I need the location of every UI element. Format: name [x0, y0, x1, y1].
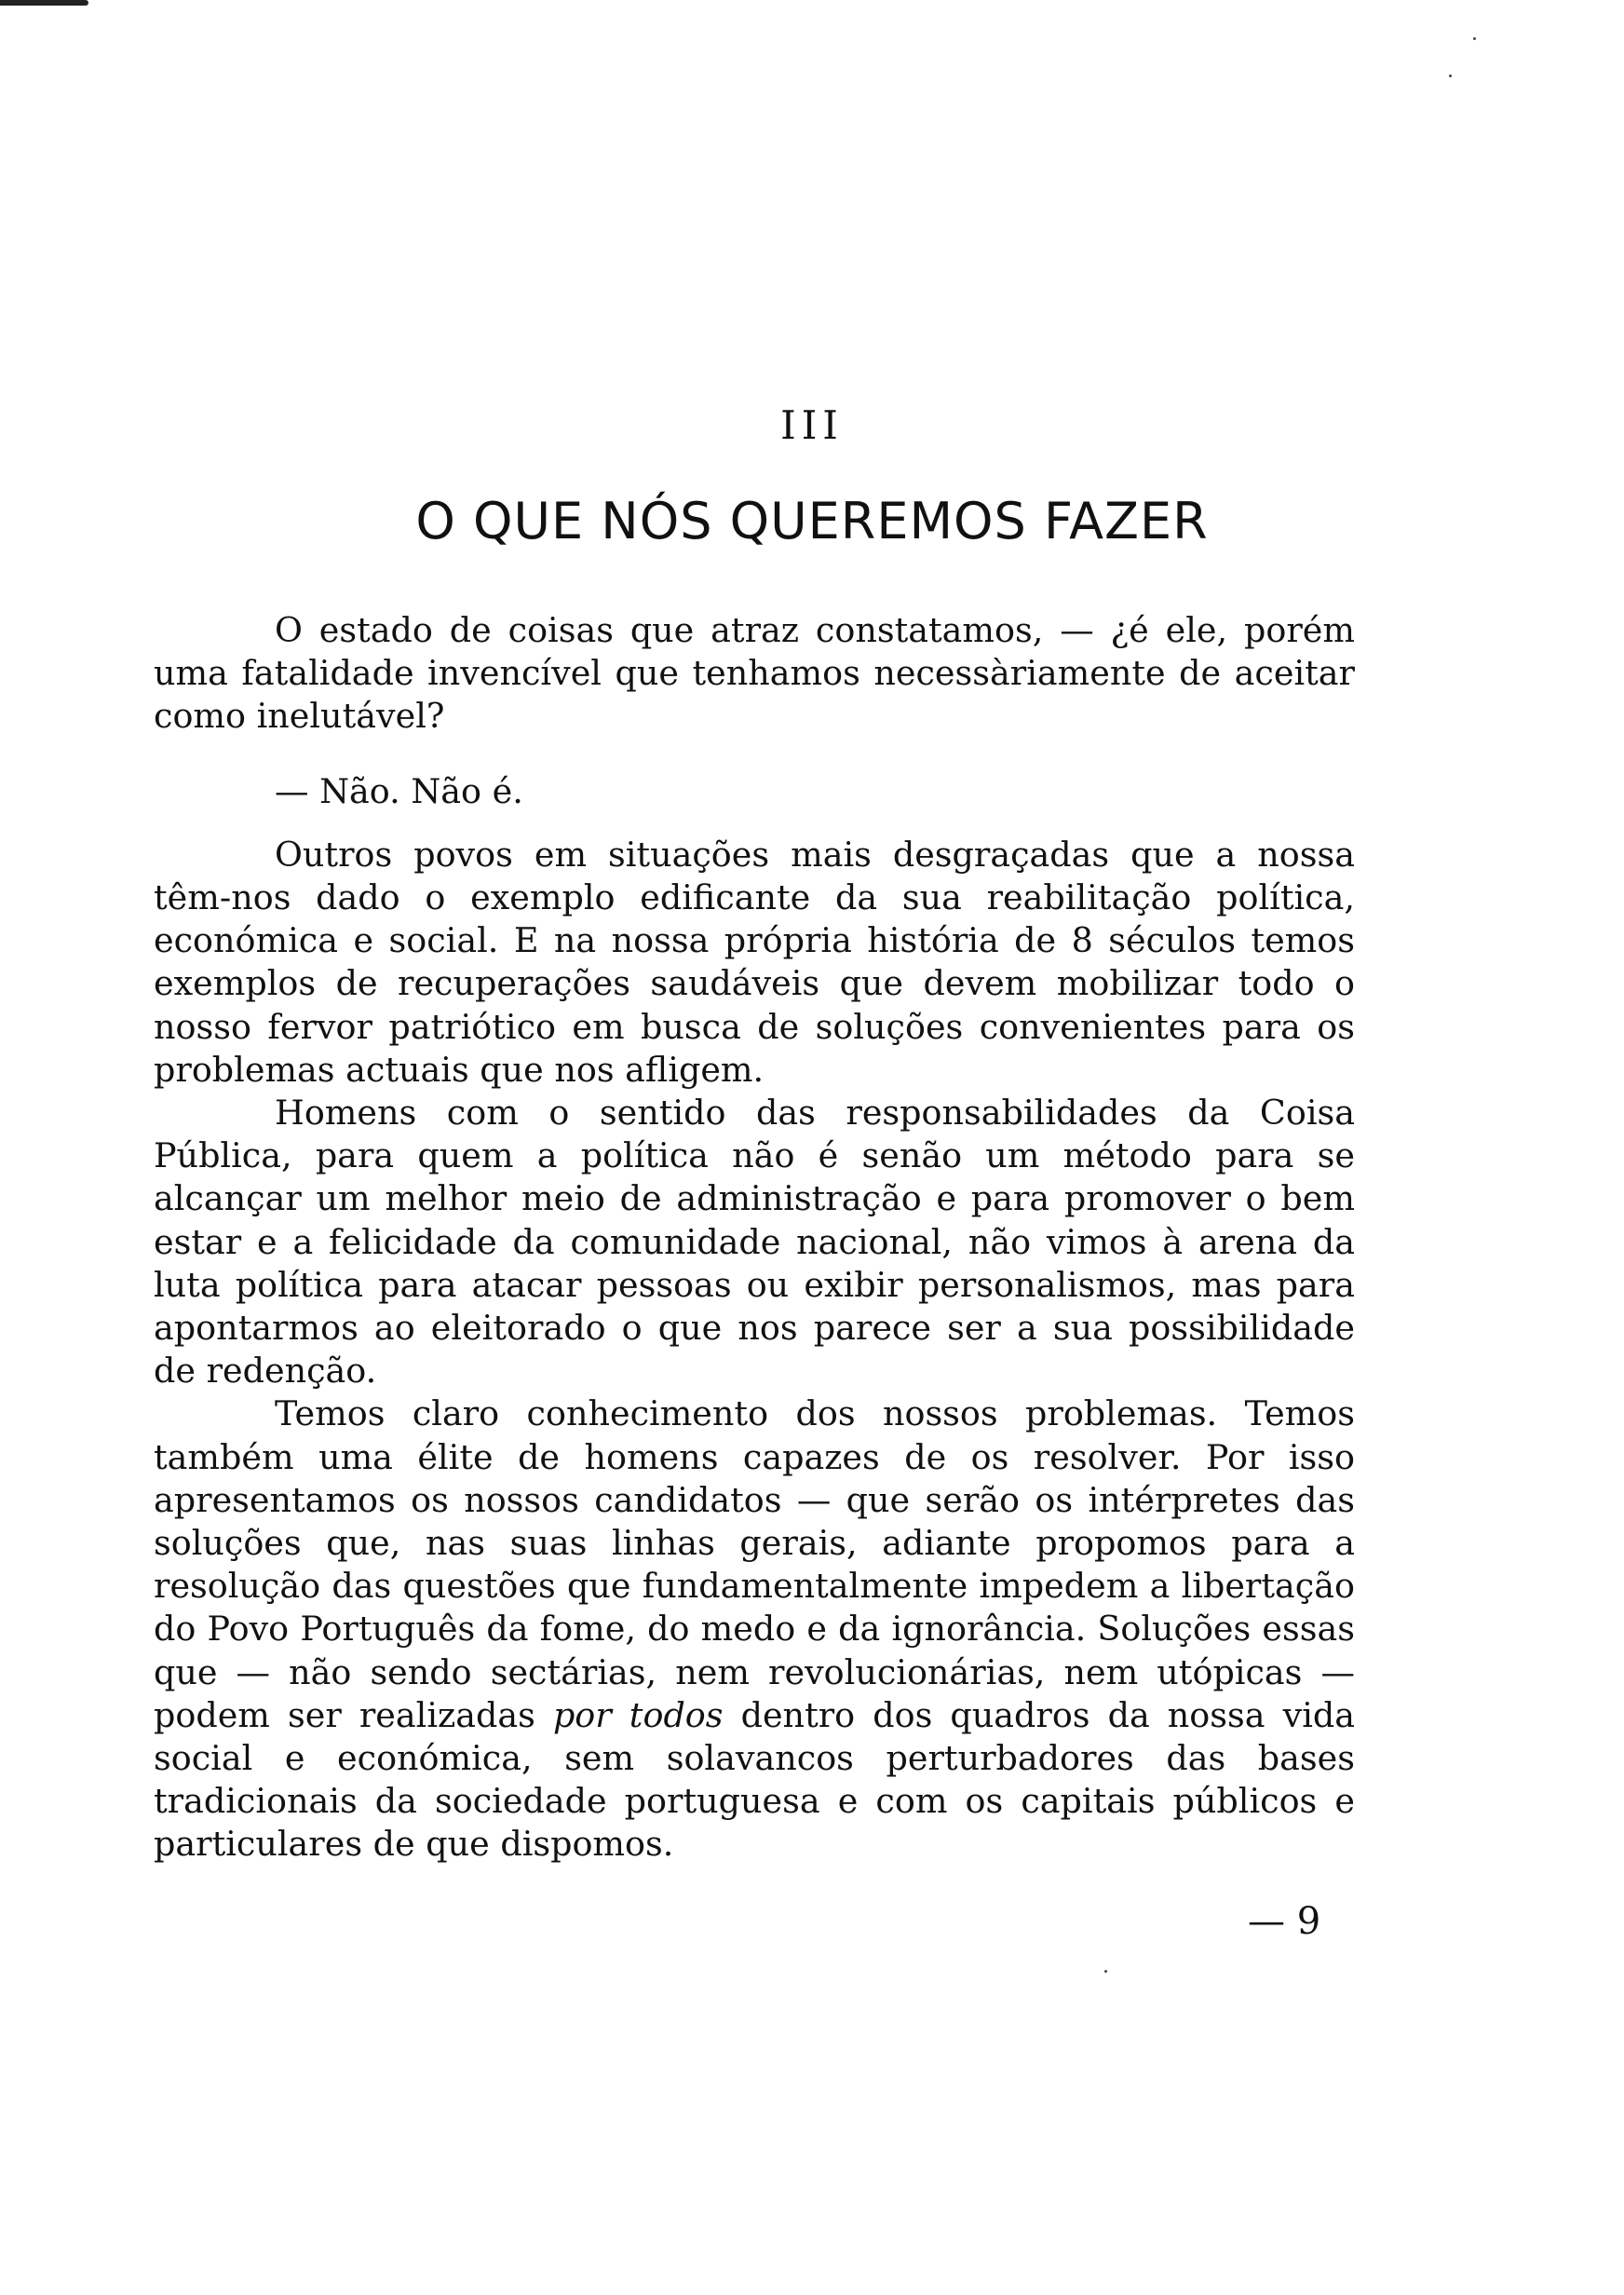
- paragraph-problems-after: dentro dos quadros da nossa vida social e económica, sem solavancos perturbadores das bases tradicionais da sociedade portuguesa e com os capitais públicos e particulares de que dispomos.: [154, 1694, 1355, 1865]
- paragraph-other-peoples: Outros povos em situações mais desgraçadas que a nossa têm-nos dado o exemplo edificante da sua reabilitação política, económica e social. E na nossa própria história de 8 séculos temos exemplos de recuperações saudáveis que devem mobilizar todo o nosso fervor patriótico em busca de soluções convenientes para os problemas actuais que nos afligem.: [154, 834, 1355, 1090]
- scan-speck: [1473, 37, 1476, 40]
- chapter-title: O QUE NÓS QUEREMOS FAZER: [415, 492, 1209, 550]
- scan-edge-mark: [0, 0, 88, 6]
- paragraph-question: O estado de coisas que atraz constatamos, — ¿é ele, porém uma fatalidade invencível que tenhamos necessàriamente de aceitar como inelutável?: [154, 610, 1355, 737]
- paragraph-public-men: Homens com o sentido das responsabilidades da Coisa Pública, para quem a política não é senão um método para se alcançar um melhor meio de administração e para promover o bem estar e a felicidade da comunidade nacional, não vimos à arena da luta política para atacar pessoas ou exibir personalismos, mas para apontarmos ao eleitorado o que nos parece ser a sua possibilidade de redenção.: [154, 1093, 1355, 1392]
- scan-speck: [1104, 1970, 1107, 1973]
- body-text: [154, 609, 1355, 1867]
- paragraph-problems: [154, 1392, 1355, 1866]
- paragraph-problems-emphasis: por todos: [552, 1694, 724, 1735]
- page-number: — 9: [1248, 1900, 1321, 1943]
- paragraph-problems-before: Temos claro conhecimento dos nossos problemas. Temos também uma élite de homens capazes de os resolver. Por isso apresentamos os nossos candidatos — que serão os intérpretes das soluções que, nas suas linhas gerais, adiante propomos para a resolução das questões que fundamentalmente impedem a libertação do Povo Português da fome, do medo e da ignorância. Soluções essas que — não sendo sectárias, nem revolucionárias, nem utópicas — podem ser realizadas: [154, 1393, 1355, 1735]
- scan-speck: [1449, 75, 1452, 77]
- chapter-number: III: [780, 402, 844, 448]
- paragraph-answer: — Não. Não é.: [275, 770, 523, 811]
